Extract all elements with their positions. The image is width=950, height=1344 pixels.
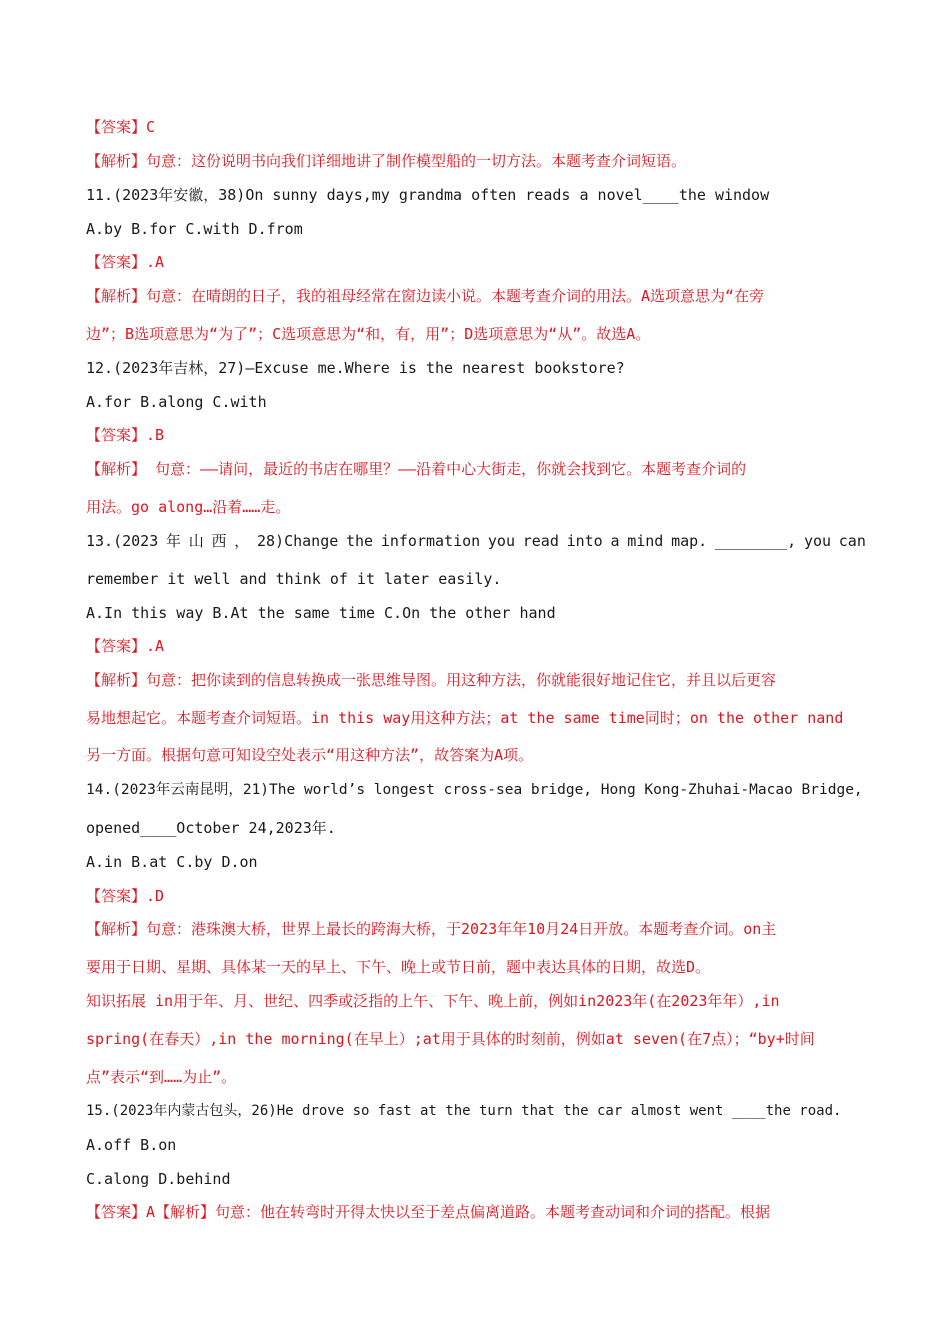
question-15: 15.(2023年内蒙古包头，26)He drove so fast at the turn that the car almost went ____the road.	[86, 1103, 842, 1119]
q13-word: map.	[671, 532, 708, 550]
options-15-line-1: A.off B.on	[86, 1136, 177, 1154]
q13-word: read	[522, 532, 559, 550]
q13-word: into	[566, 532, 603, 550]
q13-word: you	[487, 532, 515, 550]
explanation-12-line-2: 用法。go along…沿着……走。	[86, 498, 291, 516]
q13-word: a	[610, 532, 620, 550]
question-11: 11.(2023年安徽，38)On sunny days,my grandma often reads a novel____the window	[86, 186, 770, 204]
answer-13: 【答案】.A	[86, 637, 165, 655]
options-12: A.for B.along C.with	[86, 393, 267, 411]
q13-word: 28)Change	[256, 532, 339, 550]
explanation-13-line-1: 【解析】句意：把你读到的信息转换成一张思维导图。用这种方法，你就能很好地记住它，并且以后更容	[86, 671, 777, 689]
explanation-11-text-1: 【解析】句意：在晴朗的日子，我的祖母经常在窗边读小说。本题考查介词的用法。A选项意思为“在旁	[86, 287, 765, 305]
options-15-line-2: C.along D.behind	[86, 1170, 231, 1188]
options-11: A.by B.for C.with D.from	[86, 220, 303, 238]
options-13: A.In this way B.At the same time C.On the other hand	[86, 604, 556, 622]
answer-10: 【答案】C	[86, 118, 156, 136]
explanation-11-line-2: 边”；B选项意思为“为了”；C选项意思为“和，有，用”；D选项意思为“从”。故选A。	[86, 325, 651, 343]
question-13-line-1	[86, 531, 866, 551]
answer-14: 【答案】.D	[86, 887, 165, 905]
knowledge-14-line-3: 点”表示“到……为止”。	[86, 1068, 237, 1086]
q13-blank: ________,	[714, 532, 797, 550]
knowledge-14-line-1: 知识拓展 in用于年、月、世纪、四季或泛指的上午、下午、晚上前，例如in2023年(在2023年年）,in	[86, 992, 780, 1010]
q13-word: you	[803, 532, 832, 550]
q13-word: 年	[165, 532, 181, 550]
explanation-10: 【解析】句意：这份说明书向我们详细地讲了制作模型船的一切方法。本题考查介词短语。	[86, 152, 687, 170]
q13-word: information	[380, 532, 481, 550]
explanation-14-line-1: 【解析】句意：港珠澳大桥，世界上最长的跨海大桥，于2023年年10月24日开放。本题考查介词。on主	[86, 920, 777, 938]
q13-word: 山	[188, 532, 204, 550]
question-12: 12.(2023年吉林，27)—Excuse me.Where is the nearest bookstore?	[86, 359, 625, 377]
question-14-line-1: 14.(2023年云南昆明，21)The world’s longest cross-sea bridge, Hong Kong-Zhuhai-Macao Bridge,	[86, 782, 863, 798]
explanation-14-line-2: 要用于日期、星期、具体某一天的早上、下午、晚上或节日前，题中表达具体的日期，故选D。	[86, 958, 711, 976]
q13-word: mind	[627, 532, 664, 550]
knowledge-14-line-2: spring(在春天）,in the morning(在早上）;at用于具体的时刻前，例如at seven(在7点）；“by+时间	[86, 1030, 815, 1048]
explanation-12-line-1: 【解析】 句意：——请问，最近的书店在哪里？——沿着中心大街走，你就会找到它。本题考查介词的	[86, 460, 747, 478]
q13-word: the	[346, 532, 374, 550]
answer-12: 【答案】.B	[86, 426, 165, 444]
question-14-line-2: opened____October 24,2023年.	[86, 819, 336, 837]
q13-word: ，	[234, 532, 250, 550]
answer-15: 【答案】A【解析】句意：他在转弯时开得太快以至于差点偏离道路。本题考查动词和介词的搭配。根据	[86, 1203, 771, 1221]
question-13-line-2: remember it well and think of it later easily.	[86, 570, 502, 588]
explanation-13-line-3: 另一方面。根据句意可知设空处表示“用这种方法”，故答案为A项。	[86, 746, 534, 764]
answer-11: 【答案】.A	[86, 253, 165, 271]
explanation-13-line-2: 易地想起它。本题考查介词短语。in this way用这种方法；at the same time同时；on the other nand	[86, 709, 844, 727]
q13-word: can	[838, 532, 866, 550]
options-14: A.in B.at C.by D.on	[86, 853, 258, 871]
explanation-11-line-1	[86, 286, 866, 306]
q13-word: 西	[211, 532, 227, 550]
q13-word: 13.(2023	[86, 532, 159, 550]
